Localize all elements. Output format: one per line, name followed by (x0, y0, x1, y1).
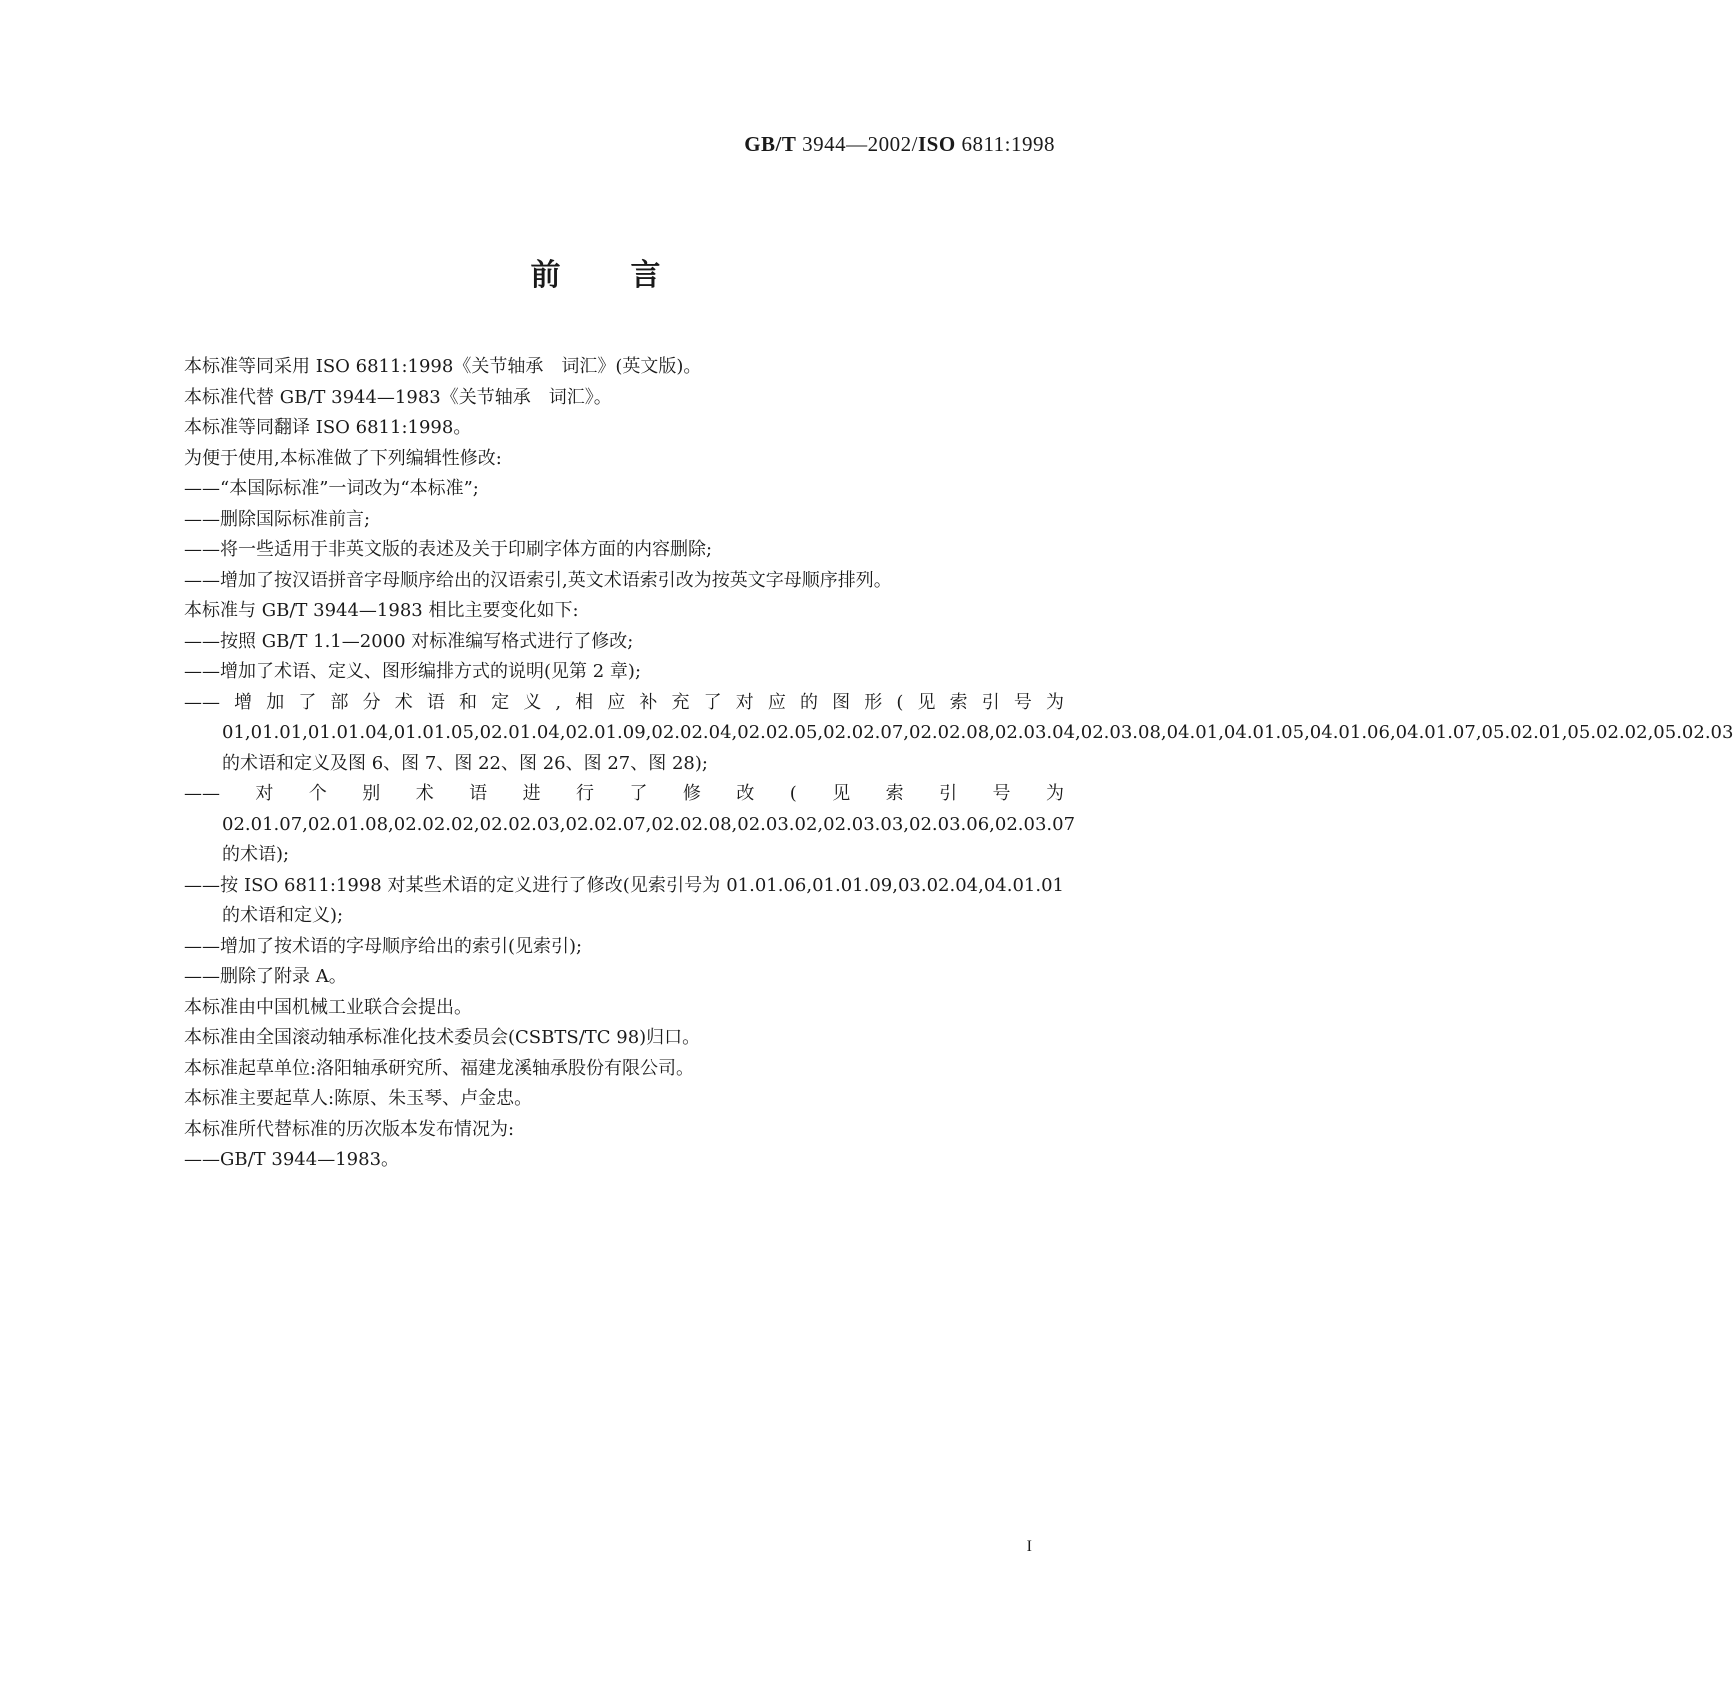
paragraph: 本标准所代替标准的历次版本发布情况为: (184, 1118, 515, 1140)
list-item: ——删除国际标准前言; (184, 508, 371, 530)
list-item: ——将一些适用于非英文版的表述及关于印刷字体方面的内容删除; (184, 539, 713, 560)
paragraph: 本标准等同翻译 ISO 6811:1998。 (184, 417, 472, 438)
std-number-gbt: 3944—2002/ (796, 132, 918, 156)
paragraph: 本标准与 GB/T 3944—1983 相比主要变化如下: (184, 600, 579, 621)
paragraph: 本标准起草单位:洛阳轴承研究所、福建龙溪轴承股份有限公司。 (184, 1057, 695, 1079)
list-item: ——增加了按汉语拼音字母顺序给出的汉语索引,英文术语索引改为按英文字母顺序排列。 (184, 569, 892, 591)
list-item: ——增加了按术语的字母顺序给出的索引(见索引); (184, 935, 583, 957)
paragraph: 本标准由全国滚动轴承标准化技术委员会(CSBTS/TC 98)归口。 (184, 1027, 701, 1048)
list-item: ——删除了附录 A。 (184, 966, 347, 987)
std-prefix-iso: ISO (918, 132, 956, 156)
document-body (184, 352, 1733, 1176)
page-title: 前言 (530, 258, 731, 293)
list-item: ——增加了术语、定义、图形编排方式的说明(见第 2 章); (184, 661, 642, 682)
list-item: ——“本国际标准”一词改为“本标准”; (184, 478, 479, 499)
paragraph: 本标准等同采用 ISO 6811:1998《关节轴承 词汇》(英文版)。 (184, 356, 702, 377)
paragraph: 本标准代替 GB/T 3944—1983《关节轴承 词汇》。 (184, 386, 612, 408)
list-item: ——对个别术语进行了修改(见索引号为 02.01.07,02.01.08,02.02.02,02.02.03,02.02.07,02.02.08,02.03.02,02.03.03,02.03.06,02.03.07 的术语); (184, 783, 1076, 865)
std-prefix-gbt: GB/T (744, 132, 797, 156)
paragraph: 本标准由中国机械工业联合会提出。 (184, 996, 472, 1018)
std-number-iso: 6811:1998 (955, 132, 1055, 156)
paragraph: 本标准主要起草人:陈原、朱玉琴、卢金忠。 (184, 1088, 533, 1109)
page-number: I (1026, 1538, 1032, 1555)
paragraph: 为便于使用,本标准做了下列编辑性修改: (184, 447, 502, 469)
list-item: ——GB/T 3944—1983。 (184, 1149, 400, 1170)
standard-code-header (744, 132, 1055, 157)
list-item: ——增加了部分术语和定义,相应补充了对应的图形(见索引号为 01,01.01,01.01.04,01.01.05,02.01.04,02.01.09,02.02.04,02.02.05,02.02.07,02.02.08,02.03.04,02.03.08,04.01,04.01.05,04.01.06,04.01.07,05.02.01,05.02.02,05.02.03 的术语和定义及图 6、图 7、图 22、图 26、图 27、图 28); (184, 691, 1733, 774)
list-item: ——按照 GB/T 1.1—2000 对标准编写格式进行了修改; (184, 630, 634, 652)
list-item: ——按 ISO 6811:1998 对某些术语的定义进行了修改(见索引号为 01.01.06,01.01.09,03.02.04,04.01.01 的术语和定义); (184, 874, 1064, 926)
